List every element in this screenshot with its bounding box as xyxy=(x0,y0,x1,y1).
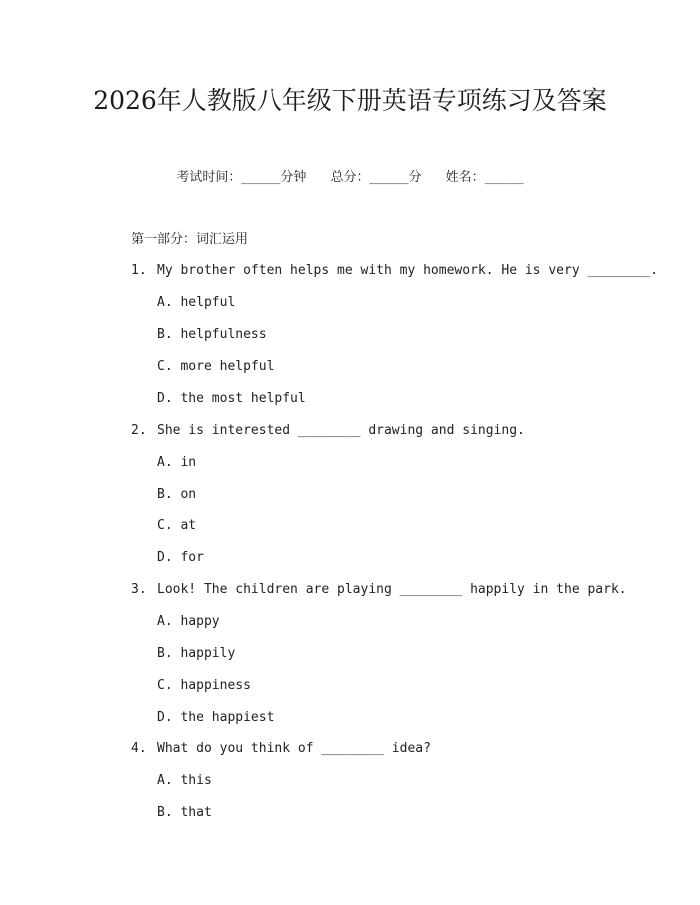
option-item: B. on xyxy=(157,487,197,502)
question-text: Look! The children are playing ________ happily in the park. xyxy=(157,582,627,597)
option-item: D. the most helpful xyxy=(157,391,306,406)
question-text: She is interested ________ drawing and singing. xyxy=(157,423,525,438)
question-number: 4. xyxy=(131,741,147,756)
total-score-field: 总分：______分 xyxy=(330,170,422,185)
question-number: 2. xyxy=(131,423,147,438)
option-item: A. in xyxy=(157,455,197,470)
option-item: D. for xyxy=(157,550,204,565)
question-text: My brother often helps me with my homework. He is very ________. xyxy=(157,263,658,278)
question-number: 1. xyxy=(131,263,147,278)
option-item: D. the happiest xyxy=(157,710,275,725)
page-title: 2026年人教版八年级下册英语专项练习及答案 xyxy=(93,86,607,115)
question-text: What do you think of ________ idea? xyxy=(157,741,431,756)
option-item: A. this xyxy=(157,773,212,788)
option-item: C. at xyxy=(157,518,197,533)
question-number: 3. xyxy=(131,582,147,597)
option-item: A. happy xyxy=(157,614,220,629)
option-item: B. helpfulness xyxy=(157,327,267,342)
option-item: C. more helpful xyxy=(157,359,275,374)
exam-info xyxy=(0,169,700,187)
option-item: C. happiness xyxy=(157,678,251,693)
option-item: A. helpful xyxy=(157,295,236,310)
option-item: B. that xyxy=(157,805,212,820)
student-name-field: 姓名：______ xyxy=(445,170,524,185)
exam-time-field: 考试时间：______分钟 xyxy=(176,170,307,185)
option-item: B. happily xyxy=(157,646,236,661)
section-title: 第一部分：词汇运用 xyxy=(131,232,249,247)
